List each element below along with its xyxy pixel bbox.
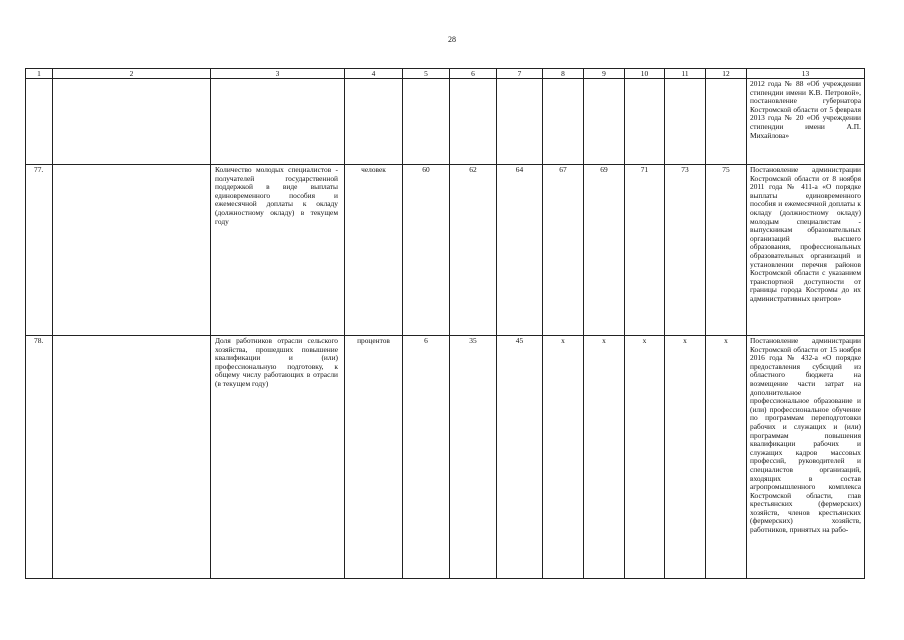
column-header: 9 [584,69,625,79]
value-cell [403,79,450,165]
value-cell [625,79,665,165]
indicator-cell [211,79,345,165]
table-row [26,336,865,579]
value-cell: 45 [497,336,543,579]
row-number: 78. [26,336,53,579]
value-cell: x [625,336,665,579]
legal-basis-cell: Постановление администрации Костромской области от 8 ноября 2011 года № 411-а «О порядке выплаты единовременного пособия и ежемесячной доплаты к окладу (должностному окладу) молодым специалистам - выпускникам образовательных организаций высшего образования, профессиональных образовательных организаций и установлении перечня районов Костромской области с указанием транспортной доступности от границы города Костромы до их административных центров» [747,165,865,336]
value-cell: 60 [403,165,450,336]
row-number [26,79,53,165]
table-row [26,165,865,336]
row-name [53,165,211,336]
indicator-cell: Доля работников отрасли сельского хозяйства, прошедших повышение квалификации и (или) профессиональную подготовку, к общему числу работающих в отрасли (в текущем году) [211,336,345,579]
row-number: 77. [26,165,53,336]
column-header: 1 [26,69,53,79]
column-numbers-row [26,69,865,79]
column-header: 4 [345,69,403,79]
unit-cell: процентов [345,336,403,579]
value-cell: x [706,336,747,579]
unit-cell: человек [345,165,403,336]
value-cell: 69 [584,165,625,336]
value-cell [665,79,706,165]
column-header: 2 [53,69,211,79]
row-name [53,336,211,579]
value-cell: 73 [665,165,706,336]
value-cell [706,79,747,165]
value-cell: 75 [706,165,747,336]
column-header: 8 [543,69,584,79]
value-cell [584,79,625,165]
column-header: 12 [706,69,747,79]
column-header: 13 [747,69,865,79]
indicators-table [25,68,865,579]
value-cell: 71 [625,165,665,336]
indicator-cell: Количество молодых специалистов - получателей государственной поддержкой в виде выплаты единовременного пособия и ежемесячной доплаты к окладу (должностному окладу) в текущем году [211,165,345,336]
value-cell: 6 [403,336,450,579]
column-header: 3 [211,69,345,79]
legal-basis-cell: Постановление администрации Костромской области от 15 ноября 2016 года № 432-а «О порядке предоставления субсидий из областного бюджета на возмещение части затрат на дополнительное профессиональное образование и (или) профессиональное обучение по программам переподготовки рабочих и служащих и (или) программам повышения квалификации рабочих и служащих кадров массовых профессий, руководителей и специалистов организаций, входящих в состав агропромышленного комплекса Костромской области, глав крестьянских (фермерских) хозяйств, членов крестьянских (фермерских) хозяйств, работников, принятых на рабо- [747,336,865,579]
row-name [53,79,211,165]
column-header: 10 [625,69,665,79]
value-cell: 62 [450,165,497,336]
column-header: 11 [665,69,706,79]
value-cell: 35 [450,336,497,579]
value-cell: x [665,336,706,579]
value-cell [497,79,543,165]
value-cell [450,79,497,165]
legal-basis-cell: 2012 года № 88 «Об учреждении стипендии имени К.В. Петровой», постановление губернатора Костромской области от 5 февраля 2013 года № 20 «Об учреждении стипендии имени А.П. Михайлова» [747,79,865,165]
column-header: 5 [403,69,450,79]
value-cell: x [543,336,584,579]
unit-cell [345,79,403,165]
column-header: 6 [450,69,497,79]
column-header: 7 [497,69,543,79]
value-cell [543,79,584,165]
value-cell: x [584,336,625,579]
page-number: 28 [448,35,456,44]
value-cell: 67 [543,165,584,336]
value-cell: 64 [497,165,543,336]
table-row [26,79,865,165]
